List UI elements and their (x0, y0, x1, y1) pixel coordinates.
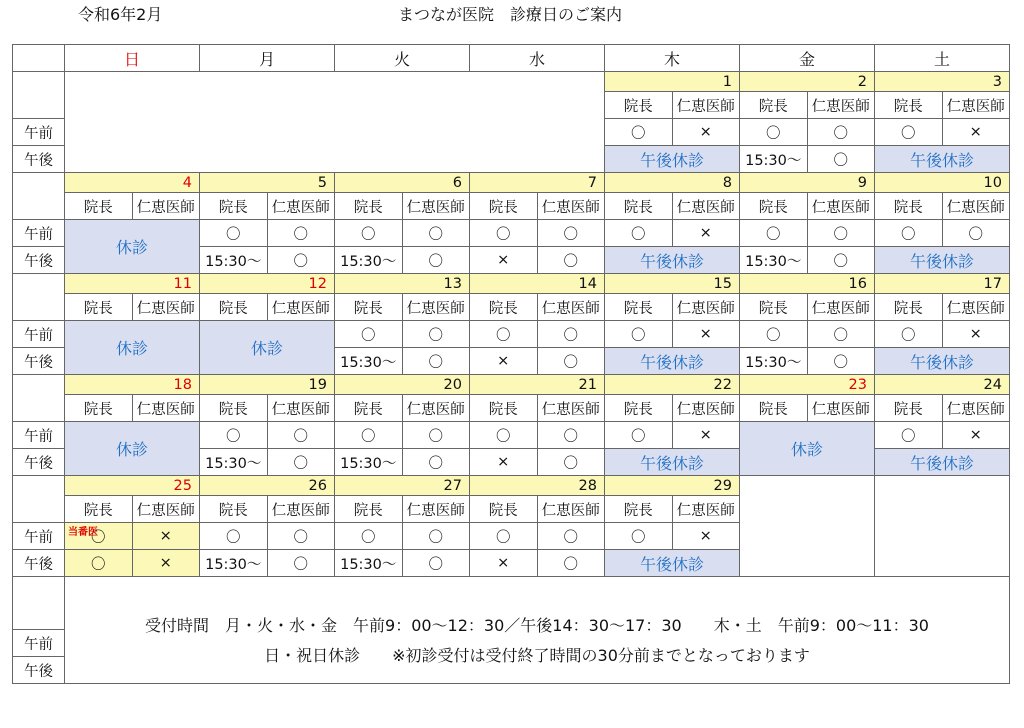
director-header: 院長 (335, 294, 403, 321)
weekday-header: 月 (200, 45, 335, 72)
closed-cell: 休診 (740, 422, 875, 476)
pm-closed-cell: 午後休診 (605, 550, 740, 577)
pm-label: 午後 (13, 247, 65, 274)
date-cell: 27 (335, 476, 470, 496)
doctor2-header: 仁恵医師 (537, 496, 605, 523)
am-director-mark: 〇 (470, 321, 538, 348)
reception-hours: 受付時間 月・火・水・金 午前9：00〜12：30／午後14：30〜17：30 木・土 午前9：00〜11：30 (145, 616, 929, 635)
director-header: 院長 (605, 193, 673, 220)
weekday-header: 水 (470, 45, 605, 72)
date-cell: 25 (65, 476, 200, 496)
director-header: 院長 (605, 496, 673, 523)
date-cell: 20 (335, 375, 470, 395)
pm-doctor2-mark: 〇 (807, 247, 875, 274)
am-director-mark: 〇 (875, 220, 943, 247)
director-header: 院長 (200, 294, 268, 321)
doctor2-header: 仁恵医師 (132, 294, 200, 321)
director-header: 院長 (875, 92, 943, 119)
schedule-calendar (12, 44, 1010, 684)
doctor2-header: 仁恵医師 (402, 193, 470, 220)
pm-closed-cell: 午後休診 (875, 348, 1010, 375)
week-label-cell (13, 274, 65, 321)
doctor2-header: 仁恵医師 (672, 496, 740, 523)
duty-pm-doctor2: × (132, 550, 200, 577)
date-cell: 9 (740, 173, 875, 193)
doctor2-header: 仁恵医師 (942, 92, 1010, 119)
weekday-header: 金 (740, 45, 875, 72)
pm-doctor2-mark: 〇 (402, 247, 470, 274)
date-cell: 5 (200, 173, 335, 193)
pm-director-mark: 15:30〜 (740, 247, 808, 274)
date-cell: 26 (200, 476, 335, 496)
date-cell: 6 (335, 173, 470, 193)
am-director-mark: 〇 (200, 220, 268, 247)
doctor2-header: 仁恵医師 (402, 294, 470, 321)
date-cell: 22 (605, 375, 740, 395)
am-director-mark: 〇 (740, 220, 808, 247)
calendar-row (13, 321, 1010, 348)
am-doctor2-mark: 〇 (402, 321, 470, 348)
pm-director-mark: 15:30〜 (335, 247, 403, 274)
am-director-mark: 〇 (605, 321, 673, 348)
director-header: 院長 (740, 193, 808, 220)
am-label: 午前 (13, 422, 65, 449)
week-label-cell (13, 72, 65, 119)
am-doctor2-mark: × (942, 119, 1010, 146)
date-cell: 13 (335, 274, 470, 294)
empty-cell (740, 550, 875, 577)
am-doctor2-mark: 〇 (807, 321, 875, 348)
director-header: 院長 (65, 395, 133, 422)
am-label: 午前 (13, 523, 65, 550)
doctor2-header: 仁恵医師 (672, 294, 740, 321)
calendar-row (13, 220, 1010, 247)
am-doctor2-mark: × (942, 422, 1010, 449)
am-director-mark: 〇 (605, 422, 673, 449)
am-doctor2-mark: × (672, 422, 740, 449)
calendar-row (13, 523, 1010, 550)
pm-closed-cell: 午後休診 (875, 247, 1010, 274)
date-cell: 24 (875, 375, 1010, 395)
empty-cell (740, 523, 875, 550)
weekday-header: 木 (605, 45, 740, 72)
am-director-mark: 〇 (335, 220, 403, 247)
weekday-header: 火 (335, 45, 470, 72)
closed-cell: 休診 (65, 422, 200, 476)
pm-closed-cell: 午後休診 (875, 449, 1010, 476)
calendar-row (13, 375, 1010, 395)
doctor2-header: 仁恵医師 (267, 496, 335, 523)
doctor2-header: 仁恵医師 (672, 395, 740, 422)
am-doctor2-mark: 〇 (807, 220, 875, 247)
calendar-row (13, 422, 1010, 449)
am-doctor2-mark: 〇 (402, 523, 470, 550)
director-header: 院長 (65, 193, 133, 220)
am-doctor2-mark: 〇 (942, 220, 1010, 247)
pm-director-mark: 15:30〜 (335, 550, 403, 577)
director-header: 院長 (605, 92, 673, 119)
empty-cell (875, 476, 1010, 496)
calendar-row (13, 294, 1010, 321)
am-director-mark: 〇 (875, 119, 943, 146)
date-cell: 29 (605, 476, 740, 496)
pm-label: 午後 (13, 348, 65, 375)
pm-closed-cell: 午後休診 (875, 146, 1010, 173)
am-label: 午前 (13, 321, 65, 348)
am-doctor2-mark: 〇 (267, 422, 335, 449)
date-cell: 3 (875, 72, 1010, 92)
corner-cell (13, 45, 65, 72)
am-doctor2-mark: 〇 (402, 422, 470, 449)
date-cell: 11 (65, 274, 200, 294)
am-director-mark: 〇 (605, 220, 673, 247)
director-header: 院長 (740, 294, 808, 321)
pm-director-mark: 15:30〜 (335, 348, 403, 375)
pm-director-mark: × (470, 247, 538, 274)
director-header: 院長 (740, 395, 808, 422)
empty-cell (740, 476, 875, 496)
calendar-row (13, 72, 1010, 92)
date-cell: 28 (470, 476, 605, 496)
doctor2-header: 仁恵医師 (807, 294, 875, 321)
calendar-row (13, 173, 1010, 193)
am-doctor2-mark: 〇 (807, 119, 875, 146)
am-label: 午前 (13, 119, 65, 146)
empty-cell (740, 496, 875, 523)
pm-doctor2-mark: 〇 (537, 247, 605, 274)
pm-doctor2-mark: 〇 (267, 550, 335, 577)
doctor2-header: 仁恵医師 (672, 193, 740, 220)
am-director-mark: 〇 (605, 523, 673, 550)
calendar-row (13, 45, 1010, 72)
duty-am-doctor2: × (132, 523, 200, 550)
empty-cell (875, 496, 1010, 523)
week-label-cell (13, 375, 65, 422)
am-doctor2-mark: × (672, 119, 740, 146)
pm-doctor2-mark: 〇 (807, 348, 875, 375)
doctor2-header: 仁恵医師 (267, 395, 335, 422)
director-header: 院長 (605, 294, 673, 321)
duty-badge: 当番医 (68, 527, 98, 538)
doctor2-header: 仁恵医師 (537, 294, 605, 321)
doctor2-header: 仁恵医師 (942, 193, 1010, 220)
am-doctor2-mark: 〇 (537, 321, 605, 348)
calendar-row (13, 395, 1010, 422)
date-cell: 21 (470, 375, 605, 395)
pm-closed-cell: 午後休診 (605, 146, 740, 173)
date-cell: 7 (470, 173, 605, 193)
am-doctor2-mark: × (672, 220, 740, 247)
pm-closed-cell: 午後休診 (605, 348, 740, 375)
am-director-mark: 〇 (740, 119, 808, 146)
pm-doctor2-mark: 〇 (537, 550, 605, 577)
am-director-mark: 〇 (470, 220, 538, 247)
pm-doctor2-mark: 〇 (537, 348, 605, 375)
doctor2-header: 仁恵医師 (132, 395, 200, 422)
am-director-mark: 〇 (875, 422, 943, 449)
date-cell: 1 (605, 72, 740, 92)
pm-closed-cell: 午後休診 (605, 449, 740, 476)
doctor2-header: 仁恵医師 (402, 395, 470, 422)
pm-doctor2-mark: 〇 (267, 449, 335, 476)
blank-area (65, 72, 605, 173)
pm-director-mark: 15:30〜 (200, 550, 268, 577)
director-header: 院長 (875, 294, 943, 321)
closed-cell: 休診 (65, 220, 200, 274)
duty-am-director: 当番医 〇 (65, 523, 133, 550)
date-cell: 10 (875, 173, 1010, 193)
am-director-mark: 〇 (335, 321, 403, 348)
director-header: 院長 (605, 395, 673, 422)
director-header: 院長 (200, 193, 268, 220)
am-doctor2-mark: 〇 (537, 422, 605, 449)
calendar-row (13, 193, 1010, 220)
pm-director-mark: 15:30〜 (740, 348, 808, 375)
date-cell: 17 (875, 274, 1010, 294)
doctor2-header: 仁恵医師 (942, 395, 1010, 422)
director-header: 院長 (470, 193, 538, 220)
pm-director-mark: 15:30〜 (740, 146, 808, 173)
pm-doctor2-mark: 〇 (267, 247, 335, 274)
am-doctor2-mark: 〇 (267, 220, 335, 247)
period-title: 令和6年2月 (78, 5, 163, 24)
pm-director-mark: × (470, 348, 538, 375)
pm-label: 午後 (13, 449, 65, 476)
am-director-mark: 〇 (470, 422, 538, 449)
am-doctor2-mark: 〇 (537, 220, 605, 247)
calendar-row (13, 274, 1010, 294)
director-header: 院長 (335, 496, 403, 523)
pm-director-mark: 15:30〜 (200, 247, 268, 274)
closed-days-note: 日・祝日休診 ※初診受付は受付終了時間の30分前までとなっております (264, 646, 810, 665)
weekday-header: 土 (875, 45, 1010, 72)
director-header: 院長 (875, 395, 943, 422)
pm-doctor2-mark: 〇 (402, 348, 470, 375)
am-doctor2-mark: × (672, 523, 740, 550)
pm-label: 午後 (13, 146, 65, 173)
doctor2-header: 仁恵医師 (132, 193, 200, 220)
weekday-header: 日 (65, 45, 200, 72)
am-doctor2-mark: × (942, 321, 1010, 348)
empty-cell (875, 550, 1010, 577)
doctor2-header: 仁恵医師 (132, 496, 200, 523)
date-cell: 12 (200, 274, 335, 294)
calendar-row (13, 496, 1010, 523)
doctor2-header: 仁恵医師 (942, 294, 1010, 321)
pm-doctor2-mark: 〇 (537, 449, 605, 476)
closed-cell: 休診 (65, 321, 200, 375)
doctor2-header: 仁恵医師 (537, 395, 605, 422)
date-cell: 8 (605, 173, 740, 193)
am-director-mark: 〇 (335, 422, 403, 449)
footer-am-label: 午前 (13, 630, 65, 657)
am-director-mark: 〇 (200, 523, 268, 550)
doctor2-header: 仁恵医師 (807, 395, 875, 422)
doctor2-header: 仁恵医師 (267, 193, 335, 220)
am-director-mark: 〇 (875, 321, 943, 348)
am-doctor2-mark: × (672, 321, 740, 348)
doctor2-header: 仁恵医師 (672, 92, 740, 119)
director-header: 院長 (335, 193, 403, 220)
doctor2-header: 仁恵医師 (402, 496, 470, 523)
footer-pm-label: 午後 (13, 657, 65, 684)
am-doctor2-mark: 〇 (402, 220, 470, 247)
am-doctor2-mark: 〇 (537, 523, 605, 550)
pm-doctor2-mark: 〇 (402, 449, 470, 476)
doctor2-header: 仁恵医師 (807, 193, 875, 220)
page-title: まつなが医院 診療日のご案内 (398, 5, 623, 24)
director-header: 院長 (875, 193, 943, 220)
calendar-row (13, 476, 1010, 496)
director-header: 院長 (470, 294, 538, 321)
pm-label: 午後 (13, 550, 65, 577)
date-cell: 2 (740, 72, 875, 92)
am-director-mark: 〇 (605, 119, 673, 146)
date-cell: 15 (605, 274, 740, 294)
am-label: 午前 (13, 220, 65, 247)
director-header: 院長 (200, 395, 268, 422)
footer-info (65, 577, 1010, 684)
pm-closed-cell: 午後休診 (605, 247, 740, 274)
date-cell: 18 (65, 375, 200, 395)
director-header: 院長 (65, 294, 133, 321)
am-director-mark: 〇 (335, 523, 403, 550)
pm-director-mark: 15:30〜 (335, 449, 403, 476)
am-director-mark: 〇 (470, 523, 538, 550)
doctor2-header: 仁恵医師 (807, 92, 875, 119)
am-doctor2-mark: 〇 (267, 523, 335, 550)
empty-cell (875, 523, 1010, 550)
footer-label-blank (13, 577, 65, 630)
pm-director-mark: 15:30〜 (200, 449, 268, 476)
closed-cell: 休診 (200, 321, 335, 375)
date-cell: 23 (740, 375, 875, 395)
director-header: 院長 (200, 496, 268, 523)
date-cell: 19 (200, 375, 335, 395)
pm-director-mark: × (470, 550, 538, 577)
doctor2-header: 仁恵医師 (537, 193, 605, 220)
director-header: 院長 (470, 395, 538, 422)
calendar-row (13, 577, 1010, 630)
pm-doctor2-mark: 〇 (807, 146, 875, 173)
pm-doctor2-mark: 〇 (402, 550, 470, 577)
am-director-mark: 〇 (200, 422, 268, 449)
director-header: 院長 (335, 395, 403, 422)
director-header: 院長 (740, 92, 808, 119)
director-header: 院長 (65, 496, 133, 523)
week-label-cell (13, 173, 65, 220)
pm-director-mark: × (470, 449, 538, 476)
date-cell: 4 (65, 173, 200, 193)
week-label-cell (13, 476, 65, 523)
date-cell: 16 (740, 274, 875, 294)
director-header: 院長 (470, 496, 538, 523)
am-director-mark: 〇 (740, 321, 808, 348)
date-cell: 14 (470, 274, 605, 294)
calendar-row (13, 550, 1010, 577)
duty-pm-director: 〇 (65, 550, 133, 577)
doctor2-header: 仁恵医師 (267, 294, 335, 321)
